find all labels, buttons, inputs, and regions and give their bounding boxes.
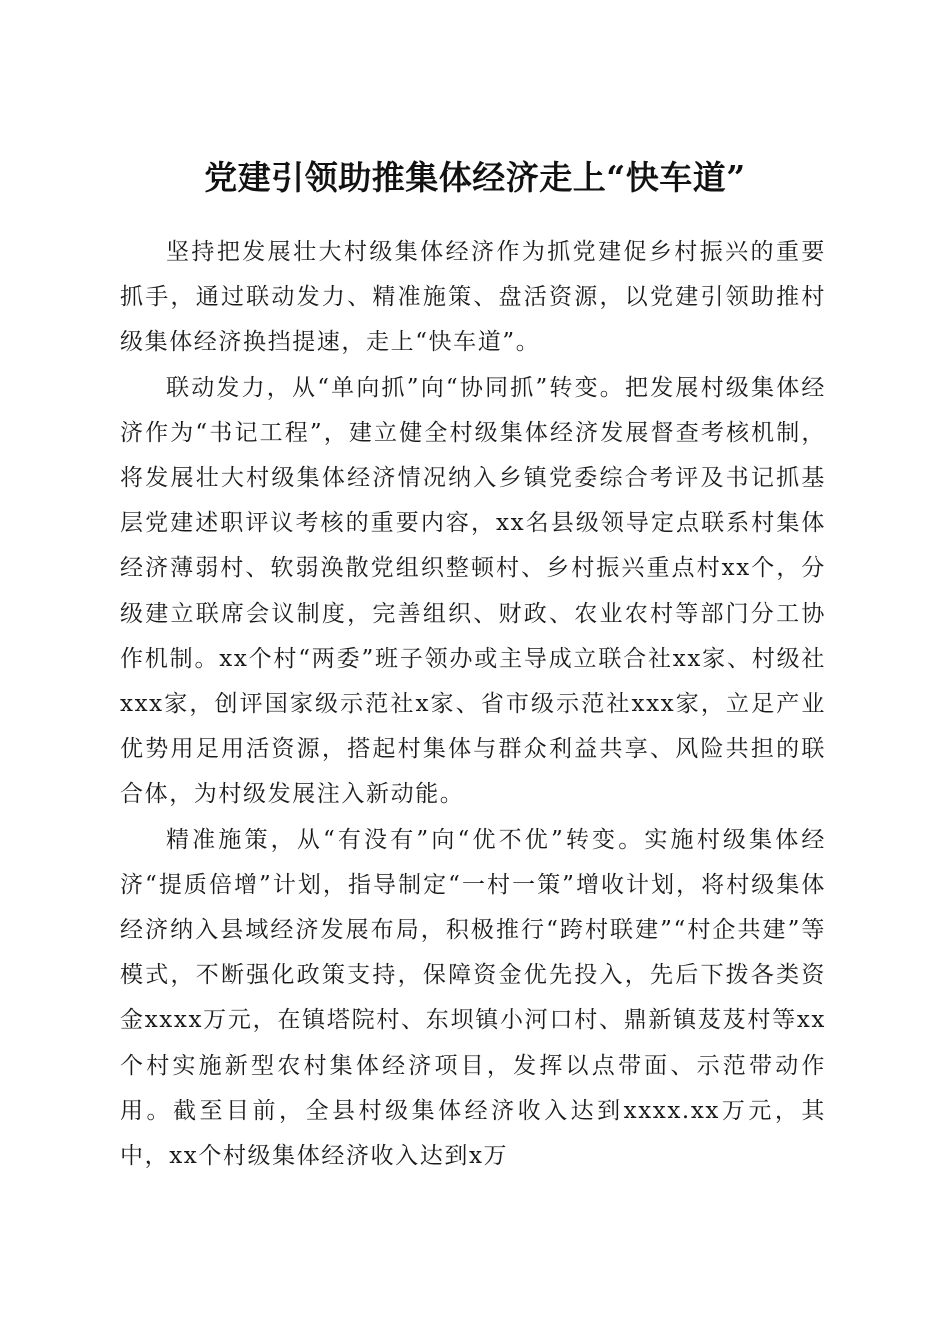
paragraph-intro: 坚持把发展壮大村级集体经济作为抓党建促乡村振兴的重要抓手，通过联动发力、精准施策、盘活资源，以党建引领助推村级集体经济换挡提速，走上“快车道”。 — [120, 239, 826, 356]
document-title: 党建引领助推集体经济走上“快车道” — [204, 158, 746, 198]
paragraph-precise-policy: 精准施策，从“有没有”向“优不优”转变。实施村级集体经济“提质倍增”计划，指导制定“一村一策”增收计划，将村级集体经济纳入县域经济发展布局，积极推行“跨村联建”“村企共建”等模式，不断强化政策支持，保障资金优先投入，先后下拨各类资金xxxx万元，在镇塔院村、东坝镇小河口村、鼎新镇芨芨村等xx个村实施新型农村集体经济项目，发挥以点带面、示范带动作用。截至目前，全县村级集体经济收入达到xxxx.xx万元，其中，xx个村级集体经济收入达到x万 — [120, 826, 826, 1170]
document-body — [120, 230, 826, 1179]
paragraph-coordination: 联动发力，从“单向抓”向“协同抓”转变。把发展村级集体经济作为“书记工程”，建立健全村级集体经济发展督查考核机制，将发展壮大村级集体经济情况纳入乡镇党委综合考评及书记抓基层党建述职评议考核的重要内容，xx名县级领导定点联系村集体经济薄弱村、软弱涣散党组织整顿村、乡村振兴重点村xx个，分级建立联席会议制度，完善组织、财政、农业农村等部门分工协作机制。xx个村“两委”班子领办或主导成立联合社xx家、村级社xxx家，创评国家级示范社x家、省市级示范社xxx家，立足产业优势用足用活资源，搭起村集体与群众利益共享、风险共担的联合体，为村级发展注入新动能。 — [120, 374, 826, 808]
